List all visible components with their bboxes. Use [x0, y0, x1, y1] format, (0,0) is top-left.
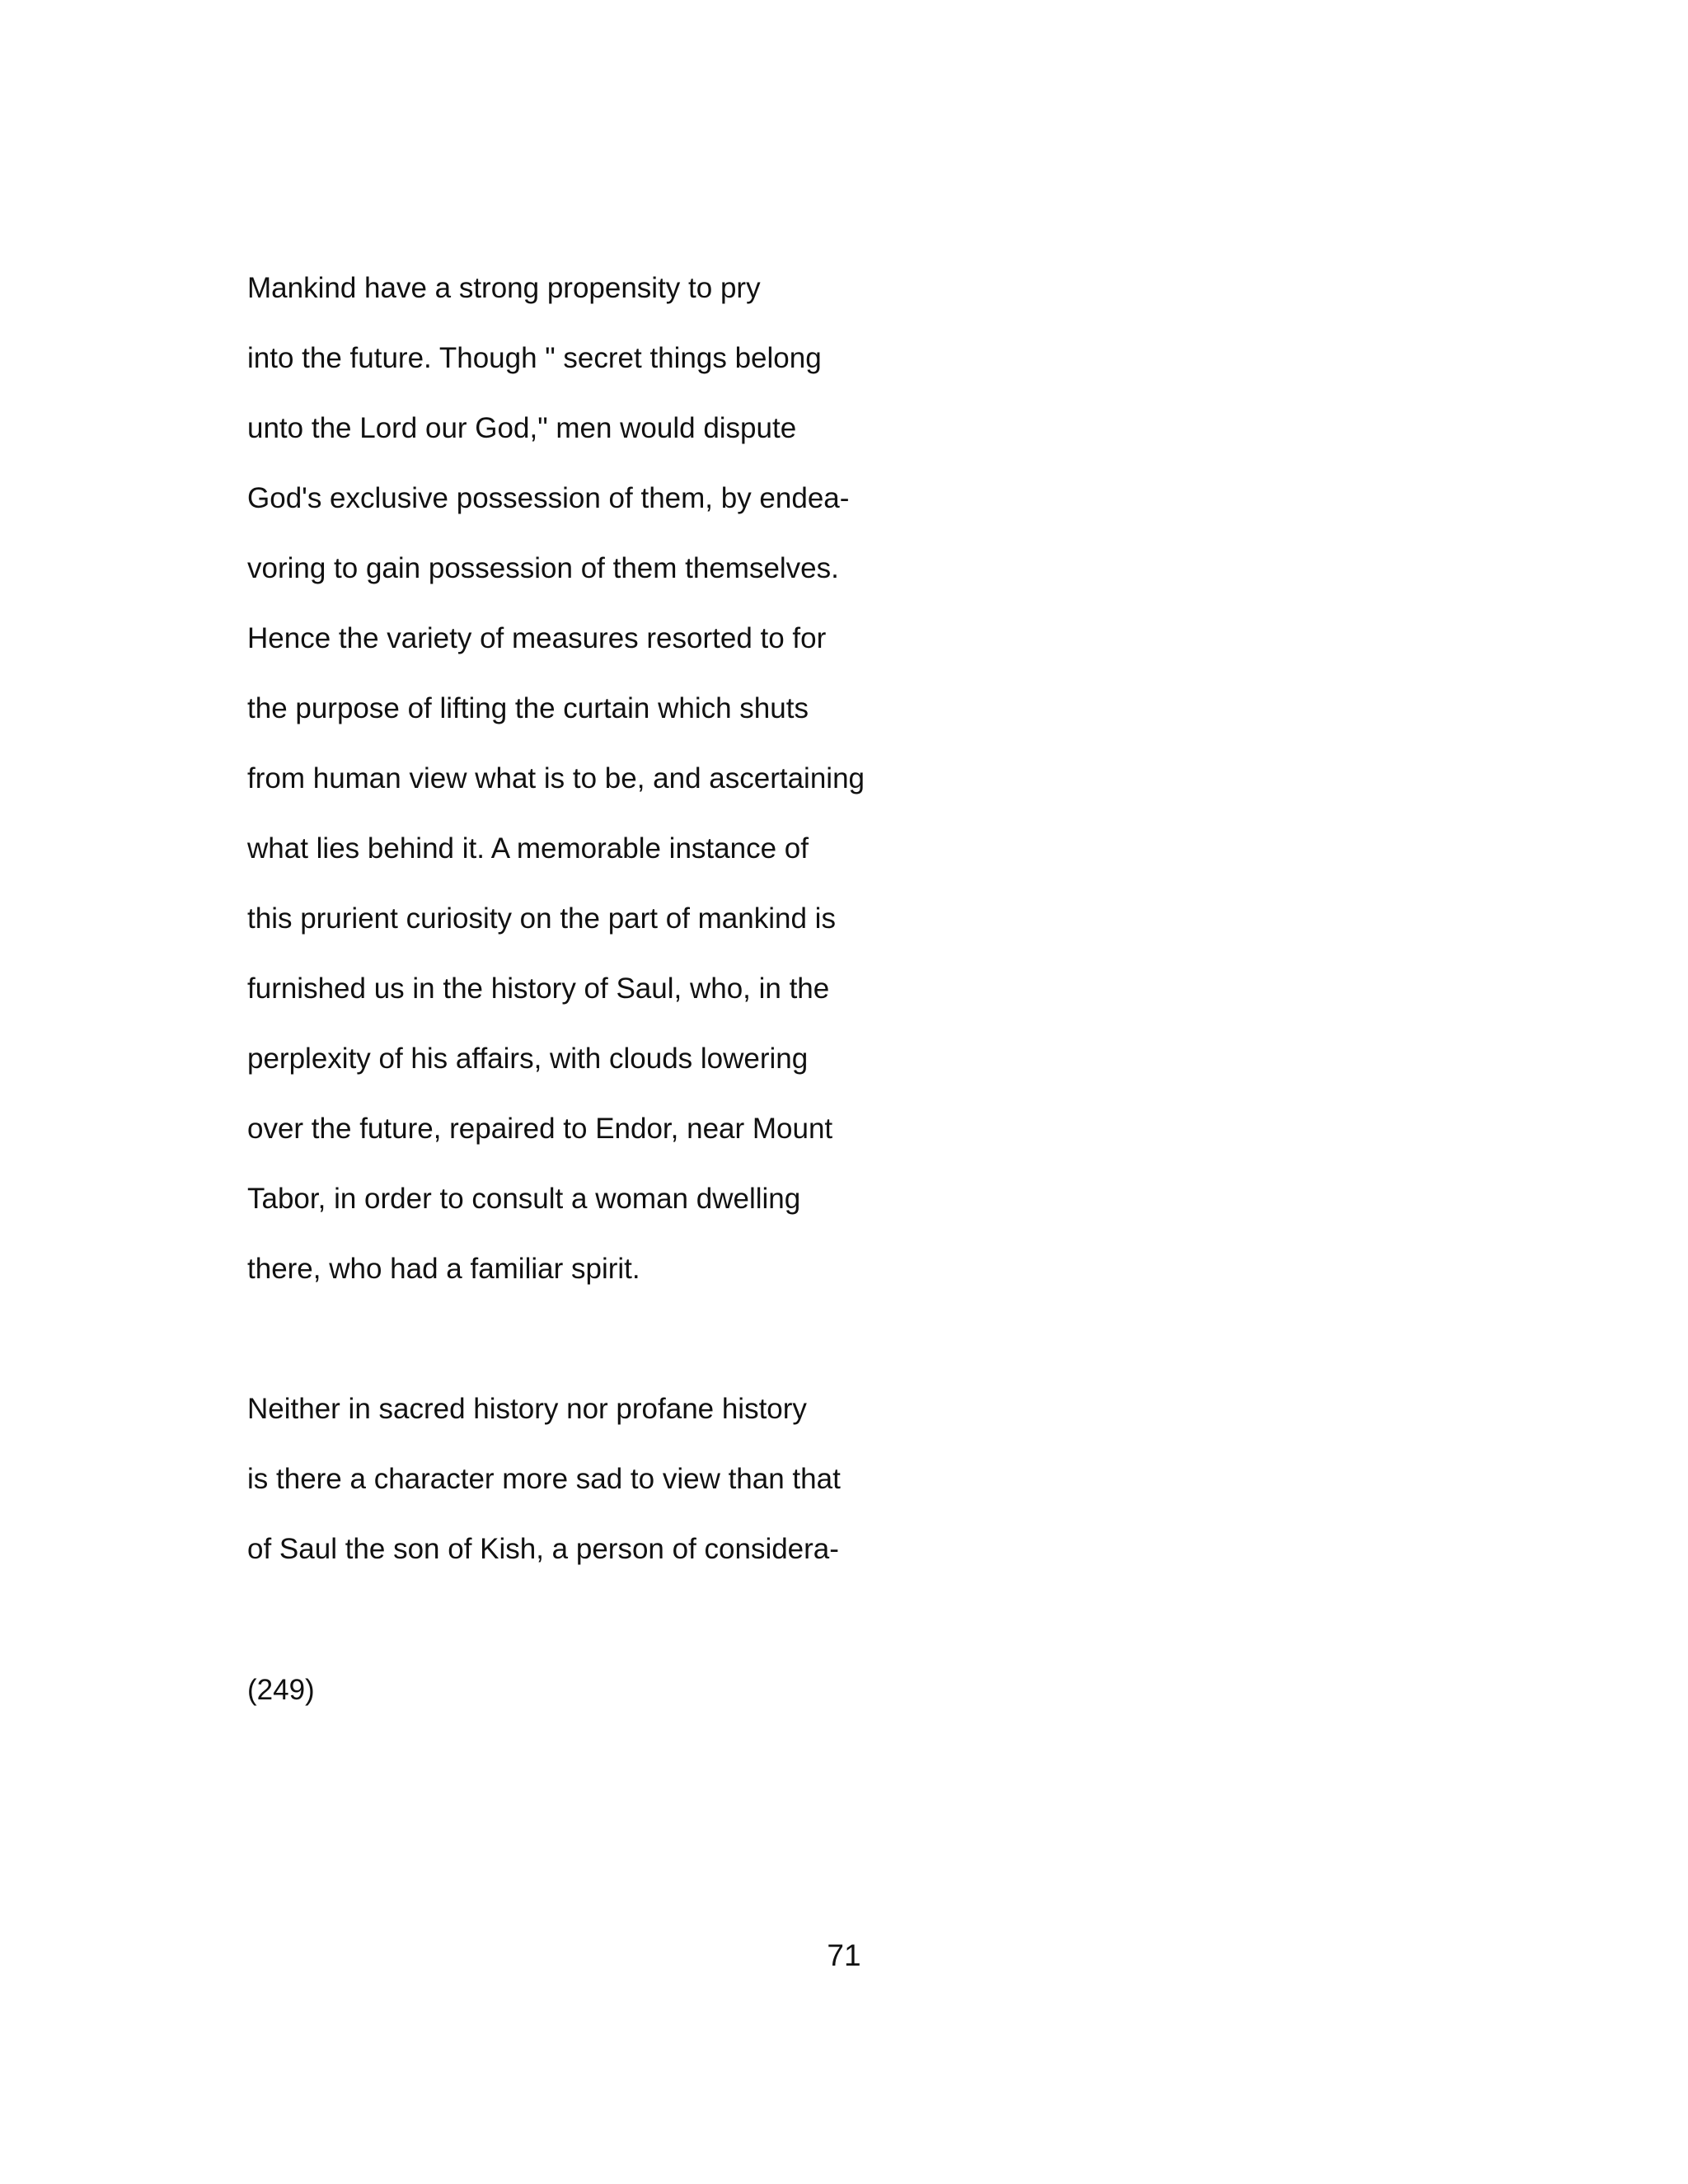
text-line: unto the Lord our God," men would dispute: [247, 412, 797, 444]
paragraph-1: [247, 264, 1236, 1315]
text-line: furnished us in the history of Saul, who, in the: [247, 972, 830, 1005]
body-text: [247, 264, 1236, 1595]
paragraph-spacer: [247, 1315, 1236, 1385]
text-line: from human view what is to be, and ascertaining: [247, 762, 865, 794]
text-line: this prurient curiosity on the part of mankind is: [247, 902, 836, 935]
text-line: into the future. Though " secret things belong: [247, 342, 822, 374]
text-line: there, who had a familiar spirit.: [247, 1253, 640, 1285]
text-line: Tabor, in order to consult a woman dwelling: [247, 1183, 801, 1215]
text-line: voring to gain possession of them themselves.: [247, 552, 839, 584]
text-line: what lies behind it. A memorable instance of: [247, 832, 809, 865]
text-line: the purpose of lifting the curtain which shuts: [247, 692, 809, 724]
text-line: over the future, repaired to Endor, near Mount: [247, 1113, 833, 1145]
text-line: of Saul the son of Kish, a person of considera-: [247, 1533, 839, 1565]
text-line: God's exclusive possession of them, by endea-: [247, 482, 850, 514]
page-number: 71: [827, 1938, 861, 1972]
text-line: Mankind have a strong propensity to pry: [247, 272, 761, 304]
text-line: is there a character more sad to view than that: [247, 1463, 841, 1495]
paragraph-2: [247, 1385, 1236, 1595]
text-line: perplexity of his affairs, with clouds lowering: [247, 1043, 809, 1075]
text-line: Hence the variety of measures resorted to for: [247, 622, 827, 654]
original-page-reference: (249): [247, 1674, 315, 1706]
text-line: Neither in sacred history nor profane history: [247, 1393, 807, 1425]
